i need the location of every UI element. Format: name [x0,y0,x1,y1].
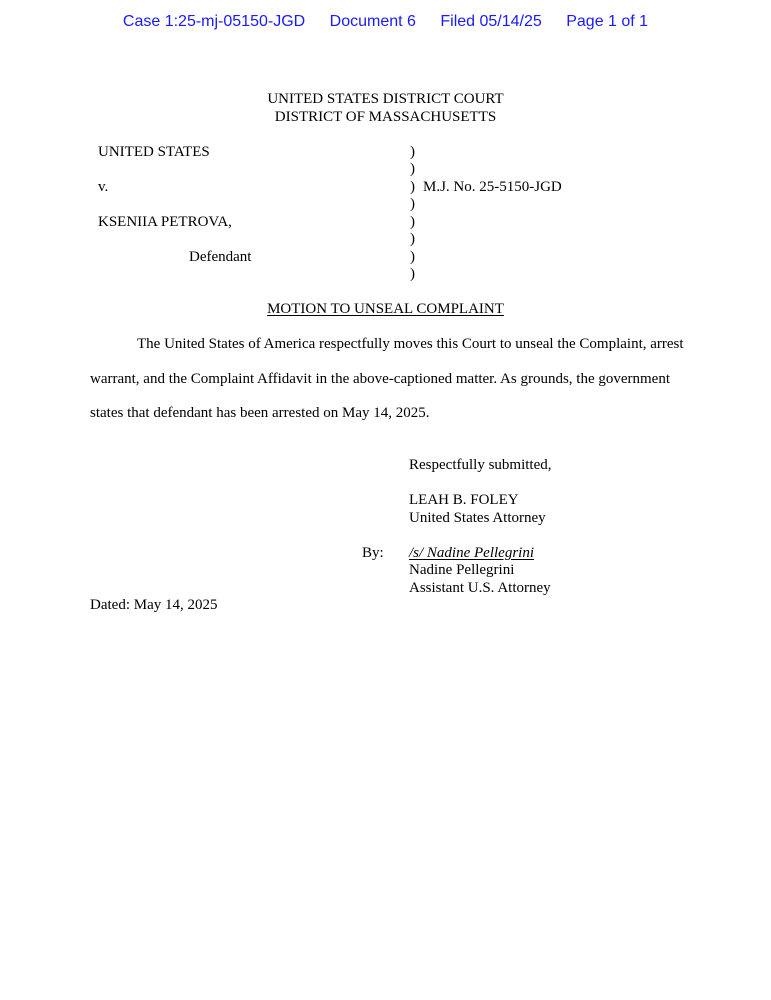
attorney-title: United States Attorney [409,510,546,526]
caption-paren: ) [410,214,415,230]
caption-paren: ) [410,179,415,195]
court-name: UNITED STATES DISTRICT COURT [267,91,504,107]
signer-name: Nadine Pellegrini [409,562,515,578]
filed-date-stamp: Filed 05/14/25 [440,13,542,30]
page-count-stamp: Page 1 of 1 [566,13,649,30]
motion-title [0,302,771,317]
caption-plaintiff: UNITED STATES [98,144,210,160]
body-line-3: states that defendant has been arrested on May 14, 2025. [90,405,430,421]
ecf-header-stamp [0,14,771,30]
signature-closing: Respectfully submitted, [409,457,552,473]
caption-paren: ) [410,249,415,265]
body-line-1: The United States of America respectfully moves this Court to unseal the Complaint, arrest [137,336,684,352]
caption-case-number: M.J. No. 25-5150-JGD [423,179,562,195]
caption-defendant-name: KSENIIA PETROVA, [98,214,232,230]
caption-paren: ) [410,144,415,160]
motion-title-text: MOTION TO UNSEAL COMPLAINT [267,301,504,317]
electronic-signature: /s/ Nadine Pellegrini [409,545,534,561]
caption-paren: ) [410,266,415,282]
dated-line: Dated: May 14, 2025 [90,597,218,613]
attorney-name: LEAH B. FOLEY [409,492,519,508]
caption-paren: ) [410,231,415,247]
document-number-stamp: Document 6 [329,13,416,30]
by-label: By: [362,545,384,561]
caption-paren: ) [410,196,415,212]
caption-defendant-label: Defendant [189,249,252,265]
signer-title: Assistant U.S. Attorney [409,580,551,596]
court-district: DISTRICT OF MASSACHUSETTS [274,109,497,125]
body-line-2: warrant, and the Complaint Affidavit in the above-captioned matter. As grounds, the government [90,371,670,387]
case-number-stamp: Case 1:25-mj-05150-JGD [122,13,306,30]
caption-versus: v. [98,179,109,195]
caption-paren: ) [410,161,415,177]
